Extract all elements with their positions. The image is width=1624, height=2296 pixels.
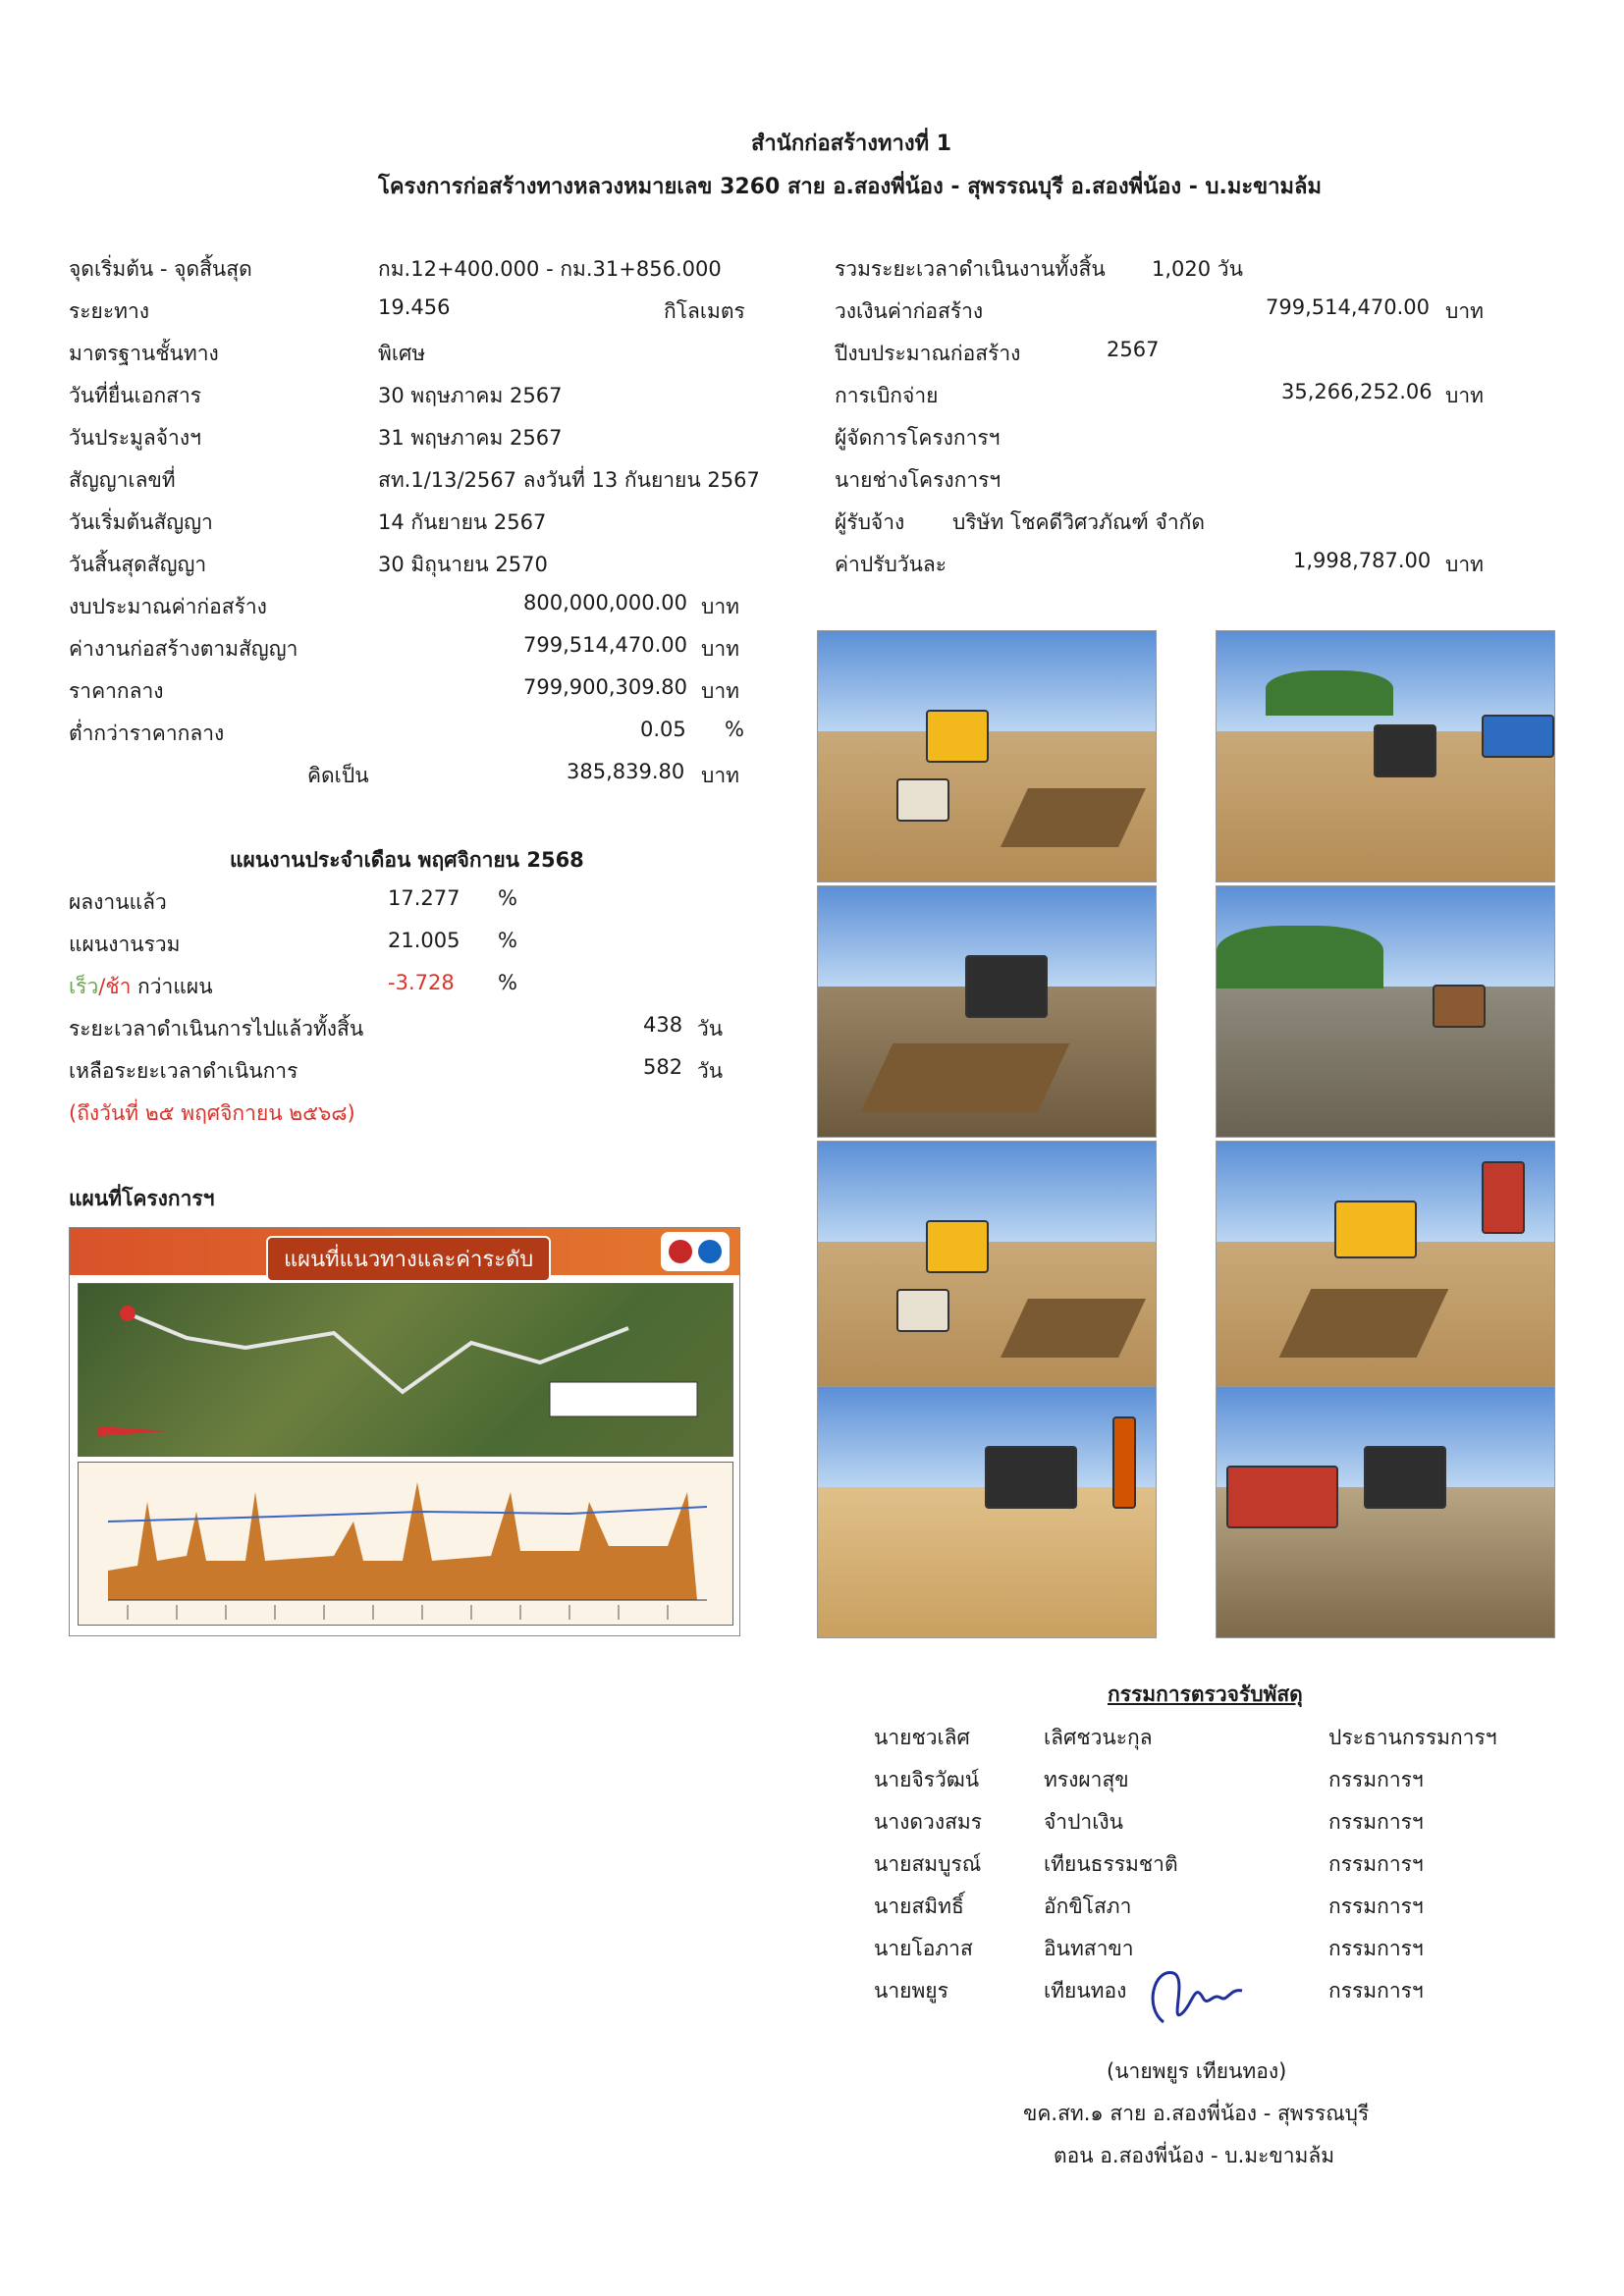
label-equivalent: คิดเป็น [307,764,369,787]
signer-name: (นายพยูร เทียนทอง) [1107,2059,1287,2083]
label-remaining: เหลือระยะเวลาดำเนินการ [69,1059,298,1083]
signer-position-2: ตอน อ.สองพี่น้อง - บ.มะขามล้ม [1054,2144,1335,2167]
label-below-median: ต่ำกว่าราคากลาง [69,721,225,745]
label-contract-amount: วงเงินค่าก่อสร้าง [835,299,984,323]
signer-position-1: ขค.สท.๑ สาย อ.สองพี่น้อง - สุพรรณบุรี [1023,2102,1370,2125]
label-start-end: จุดเริ่มต้น - จุดสิ้นสุด [69,257,252,281]
unit-distance: กิโลเมตร [664,299,745,323]
member-first-name: นายจิรวัฒน์ [874,1768,980,1791]
label-penalty: ค่าปรับวันละ [835,553,947,576]
label-fiscal-year: ปีงบประมาณก่อสร้าง [835,342,1021,365]
member-last-name: ทรงผาสุข [1044,1768,1129,1791]
value-auction-date: 31 พฤษภาคม 2567 [378,426,563,450]
photo-6 [1216,1141,1555,1393]
member-first-name: นายสมบูรณ์ [874,1852,982,1876]
label-median-price: ราคากลาง [69,679,164,703]
label-contract-cost: ค่างานก่อสร้างตามสัญญา [69,637,298,661]
value-elapsed: 438 [643,1013,683,1037]
unit-elapsed: วัน [697,1017,724,1041]
unit-median-price: บาท [701,679,739,703]
value-plan-total: 21.005 [388,929,460,952]
unit-remaining: วัน [697,1059,724,1083]
signature [1134,1953,1272,2047]
label-project-manager: ผู้จัดการโครงการฯ [835,426,1001,450]
unit-equivalent: บาท [701,764,739,787]
value-distance: 19.456 [378,295,451,319]
value-below-median: 0.05 [640,718,686,741]
unit-contract-cost: บาท [701,637,739,661]
profile-graph [79,1463,732,1625]
vs-plan: กว่าแผน [131,975,213,998]
member-last-name: เลิศชวนะกุล [1044,1726,1153,1749]
unit-fast-slow: % [498,971,517,994]
member-last-name: เทียนธรรมชาติ [1044,1852,1178,1876]
value-progress-done: 17.277 [388,886,460,910]
as-of-date: (ถึงวันที่ ๒๕ พฤศจิกายน ๒๕๖๘) [69,1101,355,1125]
committee-title: กรรมการตรวจรับพัสดุ [1108,1682,1303,1706]
unit-progress-done: % [498,886,517,910]
value-disbursement: 35,266,252.06 [1281,380,1433,403]
member-first-name: นายสมิทธิ์ [874,1895,964,1918]
value-start-end: กม.12+400.000 - กม.31+856.000 [378,257,722,281]
photo-2 [1216,630,1555,882]
value-median-price: 799,900,309.80 [523,675,687,699]
label-contract-end: วันสิ้นสุดสัญญา [69,553,207,576]
office-title: สำนักก่อสร้างทางที่ 1 [751,132,952,156]
label-duration: รวมระยะเวลาดำเนินงานทั้งสิ้น [835,257,1106,281]
photo-4 [1216,885,1555,1138]
label-budget: งบประมาณค่าก่อสร้าง [69,595,267,618]
value-contract-cost: 799,514,470.00 [523,633,687,657]
value-contract-start: 14 กันยายน 2567 [378,510,547,534]
label-contract-no: สัญญาเลขที่ [69,468,176,492]
slow-word: ช้า [105,975,132,998]
member-role: กรรมการฯ [1328,1937,1424,1960]
label-road-standard: มาตรฐานชั้นทาง [69,342,219,365]
photo-8 [1216,1386,1555,1638]
unit-plan-total: % [498,929,517,952]
member-first-name: นายโอภาส [874,1937,973,1960]
photo-1 [817,630,1157,882]
value-duration: 1,020 วัน [1152,257,1243,281]
satellite-map [78,1283,733,1457]
label-contract-start: วันเริ่มต้นสัญญา [69,510,213,534]
map-banner-title: แผนที่แนวทางและค่าระดับ [266,1236,551,1282]
label-submission-date: วันที่ยื่นเอกสาร [69,384,202,407]
value-contract-amount: 799,514,470.00 [1266,295,1430,319]
map-banner [70,1228,739,1275]
value-budget: 800,000,000.00 [523,591,687,614]
member-last-name: เทียนทอง [1044,1979,1127,2002]
photo-7 [817,1386,1157,1638]
photo-5 [817,1141,1157,1393]
route-line [79,1284,732,1456]
member-role: กรรมการฯ [1328,1895,1424,1918]
fast-word: เร็ว [69,975,99,998]
unit-budget: บาท [701,595,739,618]
value-contractor: บริษัท โชคดีวิศวภัณฑ์ จำกัด [952,510,1205,534]
value-penalty: 1,998,787.00 [1293,549,1432,572]
unit-below-median: % [725,718,744,741]
value-fast-slow: -3.728 [388,971,455,994]
unit-penalty: บาท [1445,553,1484,576]
label-auction-date: วันประมูลจ้างฯ [69,426,201,450]
value-remaining: 582 [643,1055,683,1079]
member-role: ประธานกรรมการฯ [1328,1726,1497,1749]
unit-contract-amount: บาท [1445,299,1484,323]
member-last-name: อักขิโสภา [1044,1895,1132,1918]
member-role: กรรมการฯ [1328,1768,1424,1791]
photo-3 [817,885,1157,1138]
label-progress-done: ผลงานแล้ว [69,890,167,914]
member-last-name: อินทสาขา [1044,1937,1134,1960]
map-heading: แผนที่โครงการฯ [69,1187,215,1210]
slash: / [98,975,106,998]
project-map [69,1227,740,1636]
elevation-profile [78,1462,733,1626]
value-submission-date: 30 พฤษภาคม 2567 [378,384,563,407]
label-elapsed: ระยะเวลาดำเนินการไปแล้วทั้งสิ้น [69,1017,364,1041]
value-contract-end: 30 มิถุนายน 2570 [378,553,548,576]
label-project-engineer: นายช่างโครงการฯ [835,468,1001,492]
member-first-name: นายชวเลิศ [874,1726,970,1749]
label-distance: ระยะทาง [69,299,150,323]
member-role: กรรมการฯ [1328,1979,1424,2002]
value-contract-no: สท.1/13/2567 ลงวันที่ 13 กันยายน 2567 [378,468,760,492]
project-title: โครงการก่อสร้างทางหลวงหมายเลข 3260 สาย อ.สองพี่น้อง - สุพรรณบุรี อ.สองพี่น้อง - บ.มะขามล้ม [378,175,1323,199]
value-equivalent: 385,839.80 [567,760,685,783]
value-road-standard: พิเศษ [378,342,426,365]
label-fast-slow [69,971,213,1003]
member-first-name: นางดวงสมร [874,1810,983,1834]
label-plan-total: แผนงานรวม [69,933,181,956]
unit-disbursement: บาท [1445,384,1484,407]
member-last-name: จำปาเงิน [1044,1810,1124,1834]
value-fiscal-year: 2567 [1107,338,1160,361]
member-role: กรรมการฯ [1328,1852,1424,1876]
plan-title: แผนงานประจำเดือน พฤศจิกายน 2568 [230,848,584,872]
emblem-icon [661,1232,730,1271]
member-role: กรรมการฯ [1328,1810,1424,1834]
label-disbursement: การเบิกจ่าย [835,384,939,407]
member-first-name: นายพยูร [874,1979,948,2002]
label-contractor: ผู้รับจ้าง [835,510,905,534]
